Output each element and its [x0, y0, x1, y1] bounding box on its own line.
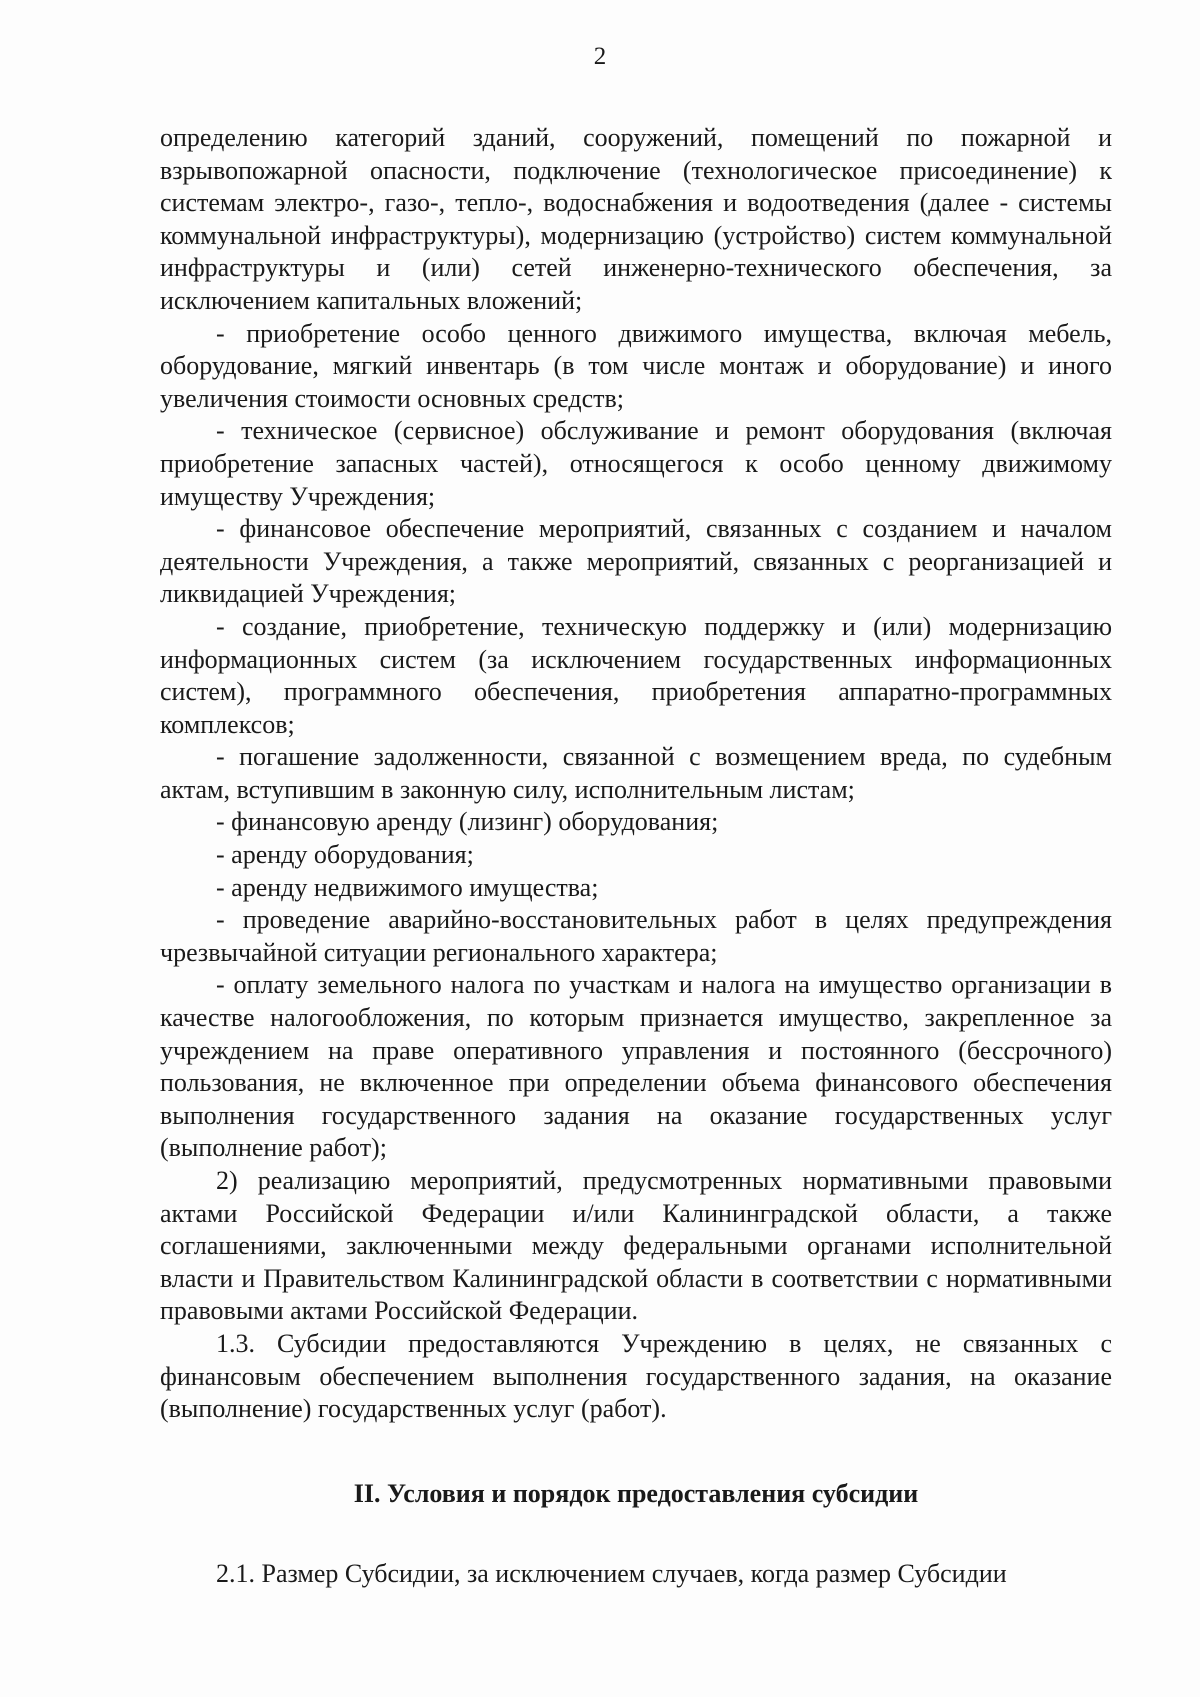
paragraph-item: - аренду оборудования; — [216, 840, 474, 870]
paragraph-item: - техническое (сервисное) обслуживание и ремонт оборудования (включая приобретение запасных частей), относящегося к особо ценному движимому имуществу Учреждения; — [160, 416, 1112, 511]
paragraph-item: - погашение задолженности, связанной с возмещением вреда, по судебным актам, вступившим в законную силу, исполнительным листам; — [160, 742, 1112, 804]
paragraph-item: - финансовую аренду (лизинг) оборудования; — [216, 807, 719, 837]
paragraph-item: - аренду недвижимого имущества; — [216, 872, 599, 902]
paragraph-2-1: 2.1. Размер Субсидии, за исключением случаев, когда размер Субсидии — [216, 1559, 1007, 1588]
section-heading: II. Условия и порядок предоставления субсидии — [353, 1479, 919, 1508]
paragraph-item: - приобретение особо ценного движимого имущества, включая мебель, оборудование, мягкий инвентарь (в том числе монтаж и оборудование) и иного увеличения стоимости основных средств; — [160, 318, 1112, 413]
paragraph-continuation: определению категорий зданий, сооружений, помещений по пожарной и взрывопожарной опасности, подключение (технологическое присоединение) к системам электро-, газо-, тепло-, водоснабжения и водоотведения (далее - системы коммунальной инфраструктуры), модернизацию (устройство) систем коммунальной инфраструктуры и (или) сетей инженерно-технического обеспечения, за исключением капитальных вложений; — [160, 123, 1112, 315]
paragraph-item: - создание, приобретение, техническую поддержку и (или) модернизацию информационных систем (за исключением государственных информационных систем), программного обеспечения, приобретения аппаратно-программных комплексов; — [160, 611, 1112, 739]
paragraph-1-3: 1.3. Субсидии предоставляются Учреждению в целях, не связанных с финансовым обеспечением выполнения государственного задания, на оказание (выполнение) государственных услуг (работ). — [160, 1328, 1112, 1424]
paragraph-item: - финансовое обеспечение мероприятий, связанных с созданием и началом деятельности Учреждения, а также мероприятий, связанных с реорганизацией и ликвидацией Учреждения; — [160, 514, 1112, 609]
document-body — [160, 122, 1112, 1426]
page-number: 2 — [593, 43, 607, 70]
paragraph-item-2: 2) реализацию мероприятий, предусмотренных нормативными правовыми актами Российской Федерации и/или Калининградской области, а также соглашениями, заключенными между федеральными органами исполнительной власти и Правительством Калининградской области в соответствии с нормативными правовыми актами Российской Федерации. — [160, 1166, 1112, 1326]
paragraph-item: - проведение аварийно-восстановительных работ в целях предупреждения чрезвычайной ситуации регионального характера; — [160, 905, 1112, 967]
paragraph-item: - оплату земельного налога по участкам и налога на имущество организации в качестве налогообложения, по которым признается имущество, закрепленное за учреждением на праве оперативного управления и постоянного (бессрочного) пользования, не включенное при определении объема финансового обеспечения выполнения государственного задания на оказание государственных услуг (выполнение работ); — [160, 970, 1112, 1163]
